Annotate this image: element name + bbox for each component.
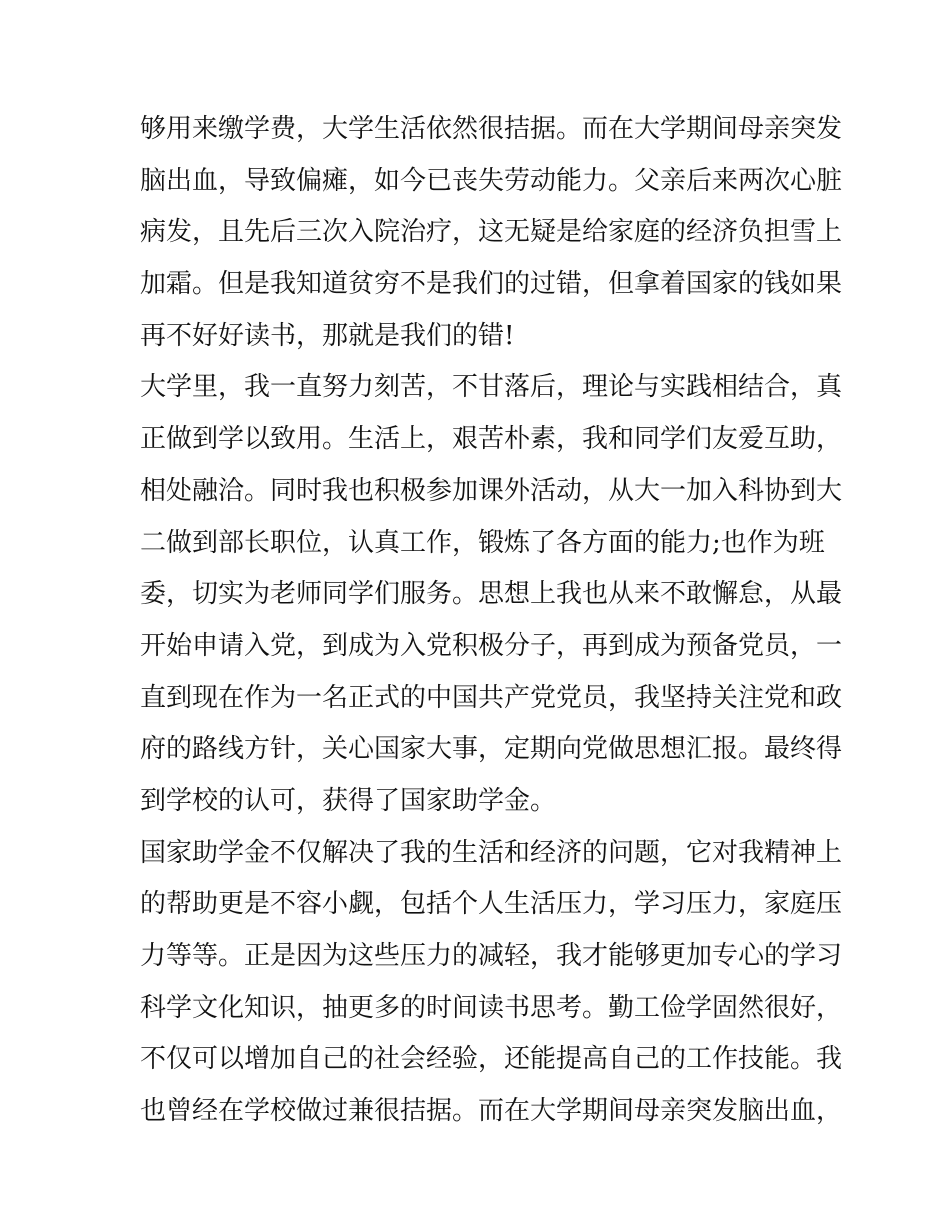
text-line: 大学里，我一直努力刻苦，不甘落后，理论与实践相结合，真 — [140, 372, 843, 403]
text-line: 力等等。正是因为这些压力的减轻，我才能够更加专心的学习 — [140, 941, 843, 971]
text-line: 二做到部长职位，认真工作，锻炼了各方面的能力;也作为班 — [140, 527, 825, 558]
text-line: 的帮助更是不容小觑，包括个人生活压力，学习压力，家庭压 — [140, 889, 843, 920]
text-line: 国家助学金不仅解决了我的生活和经济的问题，它对我精神上 — [140, 837, 843, 868]
text-line: 正做到学以致用。生活上，艰苦朴素，我和同学们友爱互助， — [140, 424, 843, 455]
text-line: 不仅可以增加自己的社会经验，还能提高自己的工作技能。我 — [140, 1044, 843, 1075]
text-line: 委，切实为老师同学们服务。思想上我也从来不敢懈怠，从最 — [140, 579, 843, 610]
text-line: 科学文化知识，抽更多的时间读书思考。勤工俭学固然很好， — [140, 992, 843, 1023]
text-line: 到学校的认可，获得了国家助学金。 — [140, 785, 557, 816]
text-line: 够用来缴学费，大学生活依然很拮据。而在大学期间母亲突发 — [140, 114, 843, 144]
text-line: 加霜。但是我知道贫穷不是我们的过错，但拿着国家的钱如果 — [140, 269, 843, 300]
text-line: 府的路线方针，关心国家大事，定期向党做思想汇报。最终得 — [140, 734, 843, 765]
text-line: 脑出血，导致偏瘫，如今已丧失劳动能力。父亲后来两次心脏 — [140, 165, 843, 196]
text-line: 开始申请入党，到成为入党积极分子，再到成为预备党员，一 — [140, 630, 843, 661]
text-line: 再不好好读书，那就是我们的错! — [140, 320, 515, 351]
body-text — [140, 104, 843, 1138]
text-line: 病发，且先后三次入院治疗，这无疑是给家庭的经济负担雪上 — [140, 217, 843, 248]
text-line: 相处融洽。同时我也积极参加课外活动，从大一加入科协到大 — [140, 475, 843, 506]
text-line: 也曾经在学校做过兼很拮据。而在大学期间母亲突发脑出血， — [140, 1096, 843, 1127]
text-line: 直到现在作为一名正式的中国共产党党员，我坚持关注党和政 — [140, 682, 843, 713]
